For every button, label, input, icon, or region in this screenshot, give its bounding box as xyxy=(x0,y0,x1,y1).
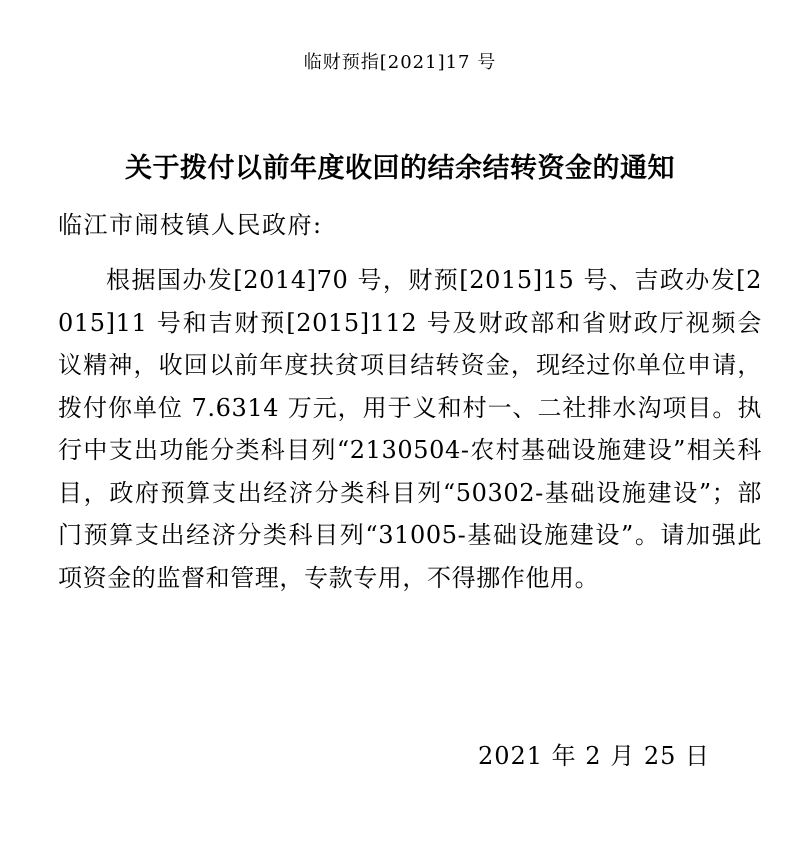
recipient-line: 临江市闹枝镇人民政府: xyxy=(58,211,323,239)
document-date: 2021 年 2 月 25 日 xyxy=(477,742,710,770)
document-number: 临财预指[2021]17 号 xyxy=(303,52,497,73)
body-paragraph: 根据国办发[2014]70 号，财预[2015]15 号、吉政办发[2015]11 号和吉财预[2015]112 号及财政部和省财政厅视频会议精神，收回以前年度扶贫项目结转资金，现经过你单位申请，拨付你单位 7.6314 万元，用于义和村一、二社排水沟项目。执行中支出功能分类科目列“2130504-农村基础设施建设”相关科目，政府预算支出经济分类科目列“50302-基础设施建设”；部门预算支出经济分类科目列“31005-基础设施建设”。请加强此项资金的监督和管理，专款专用，不得挪作他用。 xyxy=(58,266,762,592)
document-title: 关于拨付以前年度收回的结余结转资金的通知 xyxy=(125,153,675,184)
